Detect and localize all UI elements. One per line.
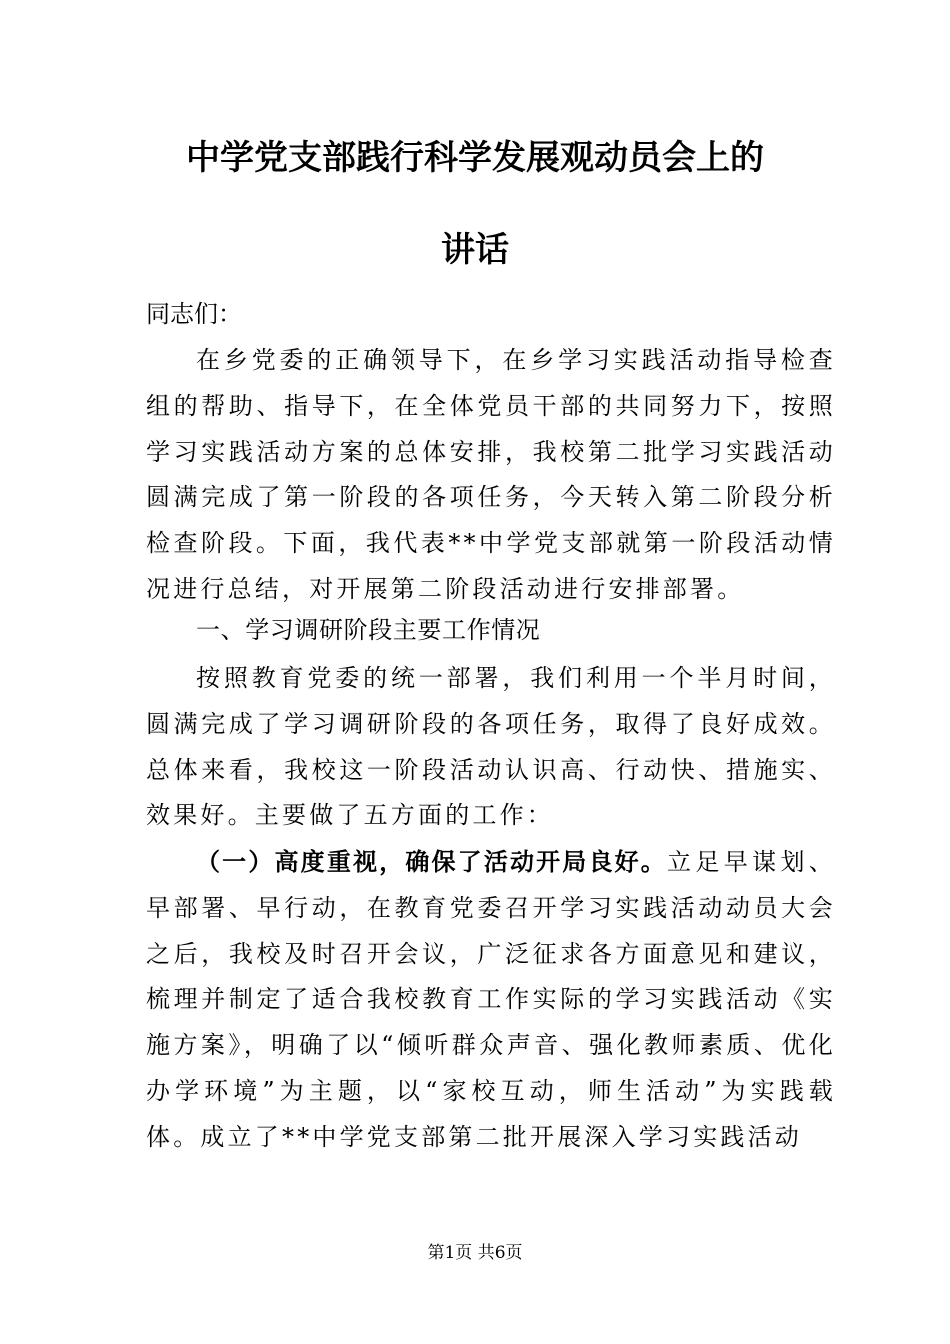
paragraph-item-1-body: 立足早谋划、早部署、早行动，在教育党委召开学习实践活动动员大会之后，我校及时召开会议，广泛征求各方面意见和建议，梳理并制定了适合我校教育工作实际的学习实践活动《实施方案》，明确了以“倾听群众声音、强化教师素质、优化办学环境”为主题，以“家校互动，师生活动”为实践载体。成立了**中学党支部第二批开展深入学习实践活动	[146, 848, 837, 1151]
document-title-line-2: 讲话	[441, 230, 509, 270]
paragraph-item-1	[146, 840, 836, 1161]
paragraph-intro: 在乡党委的正确领导下，在乡学习实践活动指导检查组的帮助、指导下，在全体党员干部的共同努力下，按照学习实践活动方案的总体安排，我校第二批学习实践活动圆满完成了第一阶段的各项任务，今天转入第二阶段分析检查阶段。下面，我代表**中学党支部就第一阶段活动情况进行总结，对开展第二阶段活动进行安排部署。	[146, 346, 836, 603]
section-heading-1: 一、学习调研阶段主要工作情况	[196, 616, 541, 644]
paragraph-overview: 按照教育党委的统一部署，我们利用一个半月时间，圆满完成了学习调研阶段的各项任务，取得了良好成效。总体来看，我校这一阶段活动认识高、行动快、措施实、效果好。主要做了五方面的工作：	[146, 664, 836, 830]
document-title-line-1: 中学党支部践行科学发展观动员会上的	[186, 138, 764, 178]
paragraph-item-1-lead: （一）高度重视，确保了活动开局良好。	[196, 848, 667, 876]
page-footer: 第1页 共6页	[427, 1243, 523, 1263]
salutation: 同志们：	[146, 300, 242, 328]
